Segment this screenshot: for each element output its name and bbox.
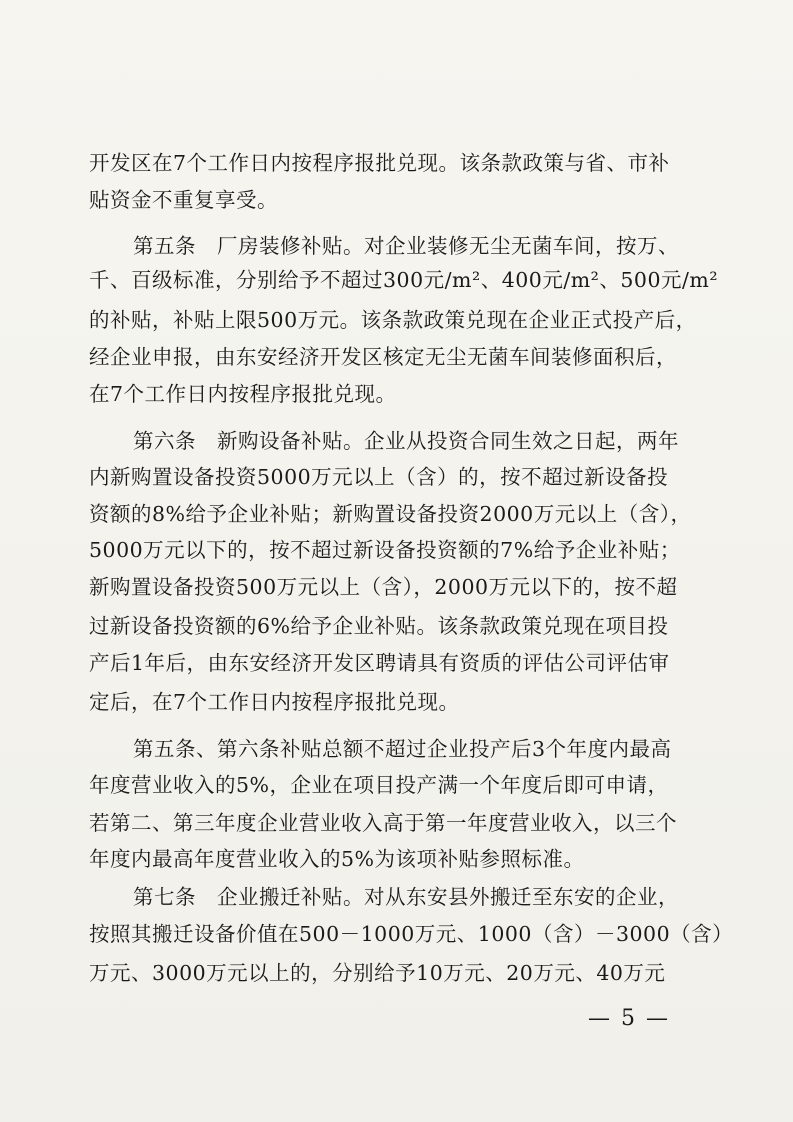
text-line: 新购置设备投资500万元以上（含），2000万元以下的，按不超 xyxy=(89,575,678,599)
text-line: 第五条、第六条补贴总额不超过企业投产后3个年度内最高 xyxy=(133,737,672,761)
page-number: — 5 — xyxy=(588,1006,670,1031)
text-line: 年度内最高年度营业收入的5%为该项补贴参照标准。 xyxy=(89,847,585,871)
text-line: 若第二、第三年度企业营业收入高于第一年度营业收入，以三个 xyxy=(89,811,677,835)
text-line: 经企业申报，由东安经济开发区核定无尘无菌车间装修面积后， xyxy=(89,345,677,369)
text-line: 万元、3000万元以上的，分别给予10万元、20万元、40万元 xyxy=(89,961,666,985)
text-line: 内新购置设备投资5000万元以上（含）的，按不超过新设备投 xyxy=(89,465,669,489)
text-line: 第五条 厂房装修补贴。对企业装修无尘无菌车间，按万、 xyxy=(133,234,679,258)
text-line: 5000万元以下的，按不超过新设备投资额的7%给予企业补贴； xyxy=(89,538,681,562)
text-line: 的补贴，补贴上限500万元。该条款政策兑现在企业正式投产后， xyxy=(89,308,697,332)
text-line: 第六条 新购设备补贴。企业从投资合同生效之日起，两年 xyxy=(133,429,679,453)
text-line: 按照其搬迁设备价值在500－1000万元、1000（含）－3000（含） xyxy=(89,922,734,946)
text-line: 在7个工作日内按程序报批兑现。 xyxy=(89,382,397,406)
text-line: 开发区在7个工作日内按程序报批兑现。该条款政策与省、市补 xyxy=(89,151,670,175)
text-line: 过新设备投资额的6%给予企业补贴。该条款政策兑现在项目投 xyxy=(89,614,669,638)
text-line: 资额的8%给予企业补贴；新购置设备投资2000万元以上（含）， xyxy=(89,502,692,526)
text-line: 贴资金不重复享受。 xyxy=(89,188,278,212)
text-line: 千、百级标准，分别给予不超过300元/m²、400元/m²、500元/m² xyxy=(89,268,719,292)
text-line: 第七条 企业搬迁补贴。对从东安县外搬迁至东安的企业， xyxy=(133,885,679,909)
text-line: 定后，在7个工作日内按程序报批兑现。 xyxy=(89,690,460,714)
text-line: 年度营业收入的5%，企业在项目投产满一个年度后即可申请， xyxy=(89,773,669,797)
text-line: 产后1年后，由东安经济开发区聘请具有资质的评估公司评估审 xyxy=(89,651,670,675)
